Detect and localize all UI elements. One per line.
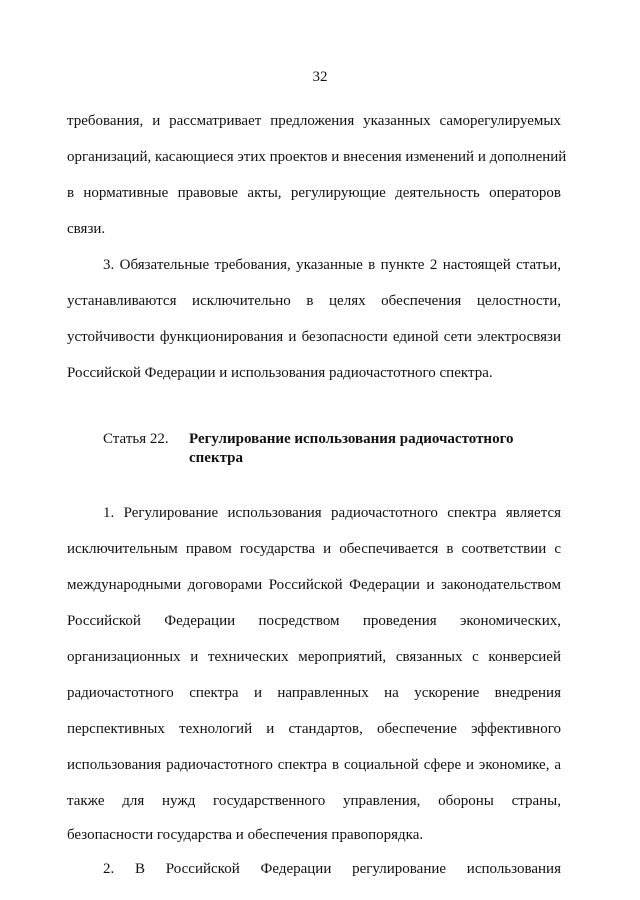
- text-line: организационных и технических мероприятий, связанных с конверсией: [67, 649, 561, 665]
- article-title: Регулирование использования радиочастотного спектра: [189, 431, 514, 466]
- text-line: Российской Федерации и использования радиочастотного спектра.: [67, 365, 493, 381]
- text-line: международными договорами Российской Федерации и законодательством: [67, 577, 561, 593]
- text-line: использования радиочастотного спектра в социальной сфере и экономике, а: [67, 757, 561, 773]
- text-line: также для нужд государственного управления, обороны страны,: [67, 793, 561, 809]
- page-number: 32: [312, 69, 328, 85]
- text-line: связи.: [67, 221, 106, 237]
- text-line: радиочастотного спектра и направленных на ускорение внедрения: [67, 685, 561, 701]
- text-line: 2. В Российской Федерации регулирование использования: [103, 861, 561, 877]
- text-line: устойчивости функционирования и безопасности единой сети электросвязи: [67, 329, 561, 345]
- text-line: безопасности государства и обеспечения правопорядка.: [67, 827, 424, 843]
- text-line: требования, и рассматривает предложения указанных саморегулируемых: [67, 113, 561, 129]
- text-line: в нормативные правовые акты, регулирующие деятельность операторов: [67, 185, 561, 201]
- text-line: перспективных технологий и стандартов, обеспечение эффективного: [67, 721, 561, 737]
- text-line: устанавливаются исключительно в целях обеспечения целостности,: [67, 293, 561, 309]
- text-line: Российской Федерации посредством проведения экономических,: [67, 613, 561, 629]
- article-label: Статья 22.: [103, 431, 169, 447]
- text-line: организаций, касающиеся этих проектов и внесения изменений и дополнений: [67, 149, 567, 165]
- text-line: 1. Регулирование использования радиочастотного спектра является: [103, 505, 561, 521]
- text-line: 3. Обязательные требования, указанные в пункте 2 настоящей статьи,: [103, 257, 561, 273]
- text-line: исключительным правом государства и обеспечивается в соответствии с: [67, 541, 561, 557]
